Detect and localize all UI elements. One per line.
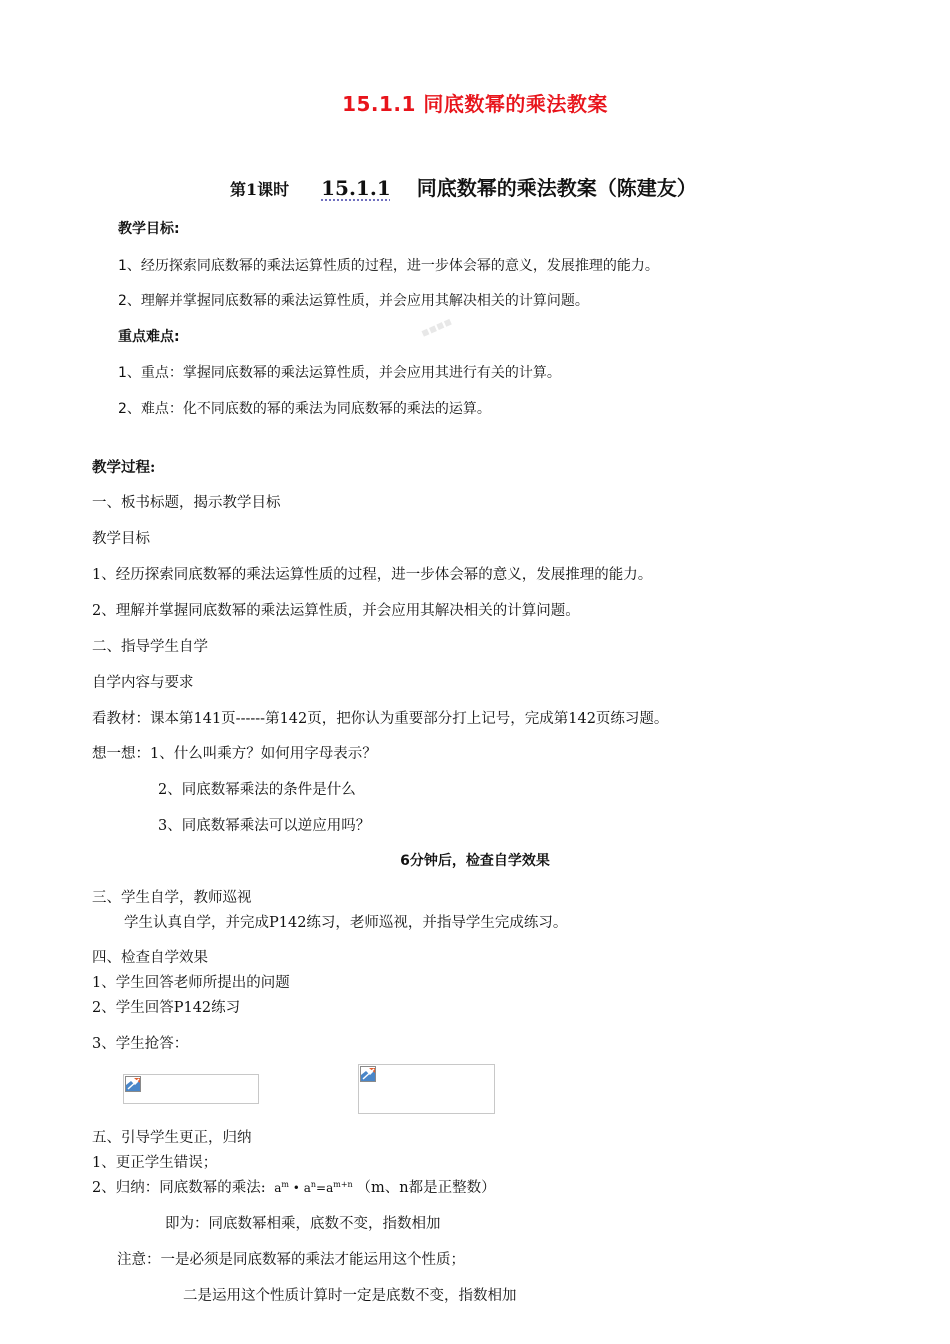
broken-image-1	[123, 1074, 259, 1104]
process-line: 自学内容与要求	[92, 675, 194, 691]
objective-1: 1、经历探索同底数幂的乘法运算性质的过程，进一步体会幂的意义，发展推理的能力。	[118, 258, 659, 274]
section-4-line: 3、学生抢答：	[92, 1036, 189, 1052]
process-line: 想一想：1、什么叫乘方？如何用字母表示？	[92, 746, 377, 762]
objectives-heading: 教学目标:	[118, 221, 180, 237]
six-minute-note: 6分钟后，检查自学效果	[400, 853, 550, 869]
process-line: 看教材：课本第141页------第142页，把你认为重要部分打上记号，完成第142页练习题。	[92, 711, 669, 727]
broken-image-icon	[360, 1066, 376, 1082]
objective-2: 2、理解并掌握同底数幂的乘法运算性质，并会应用其解决相关的计算问题。	[118, 293, 589, 309]
broken-image-2	[358, 1064, 495, 1114]
section-number: 15.1.1	[321, 176, 391, 200]
process-line: 1、经历探索同底数幂的乘法运算性质的过程，进一步体会幂的意义，发展推理的能力。	[92, 567, 653, 583]
key-point-2: 2、难点：化不同底数的幂的乘法为同底数幂的乘法的运算。	[118, 401, 491, 417]
key-points-heading: 重点难点:	[118, 329, 180, 345]
lesson-title	[230, 172, 697, 201]
broken-image-icon	[125, 1076, 141, 1092]
process-line: 教学目标	[92, 531, 150, 547]
process-heading: 教学过程:	[92, 459, 156, 476]
note-1: 注意：一是必须是同底数幂的乘法才能运用这个性质；	[117, 1252, 465, 1268]
watermark: ▪▪▪▪	[418, 313, 454, 341]
section-4-line: 2、学生回答P142练习	[92, 1000, 241, 1016]
section-3-text: 学生认真自学，并完成P142练习，老师巡视，并指导学生完成练习。	[124, 915, 568, 931]
process-line: 2、同底数幂乘法的条件是什么	[158, 782, 356, 798]
section-5-line-1: 1、更正学生错误；	[92, 1155, 218, 1171]
summary-suffix: （m、n都是正整数）	[356, 1180, 496, 1196]
process-line: 3、同底数幂乘法可以逆应用吗？	[158, 818, 371, 834]
process-line: 二、指导学生自学	[92, 639, 208, 655]
formula: $a^m$ • $a^n=a^{m+n}$	[274, 1180, 353, 1195]
section-4-heading: 四、检查自学效果	[92, 950, 208, 966]
section-5-line-3: 即为：同底数幂相乘，底数不变，指数相加	[165, 1216, 441, 1232]
section-5-heading: 五、引导学生更正，归纳	[92, 1130, 252, 1146]
page-title: 15.1.1 同底数幂的乘法教案	[342, 92, 608, 116]
lesson-title-text: 同底数幂的乘法教案（陈建友）	[416, 176, 697, 200]
note-2: 二是运用这个性质计算时一定是底数不变，指数相加	[183, 1288, 517, 1304]
section-5-line-2	[92, 1176, 496, 1197]
section-4-line: 1、学生回答老师所提出的问题	[92, 975, 290, 991]
lesson-number: 第1课时	[230, 180, 290, 199]
key-point-1: 1、重点：掌握同底数幂的乘法运算性质，并会应用其进行有关的计算。	[118, 365, 561, 381]
process-line: 2、理解并掌握同底数幂的乘法运算性质，并会应用其解决相关的计算问题。	[92, 603, 580, 619]
summary-prefix: 2、归纳：同底数幂的乘法:	[92, 1180, 266, 1196]
process-line: 一、板书标题，揭示教学目标	[92, 495, 281, 511]
section-3-heading: 三、学生自学，教师巡视	[92, 890, 252, 906]
